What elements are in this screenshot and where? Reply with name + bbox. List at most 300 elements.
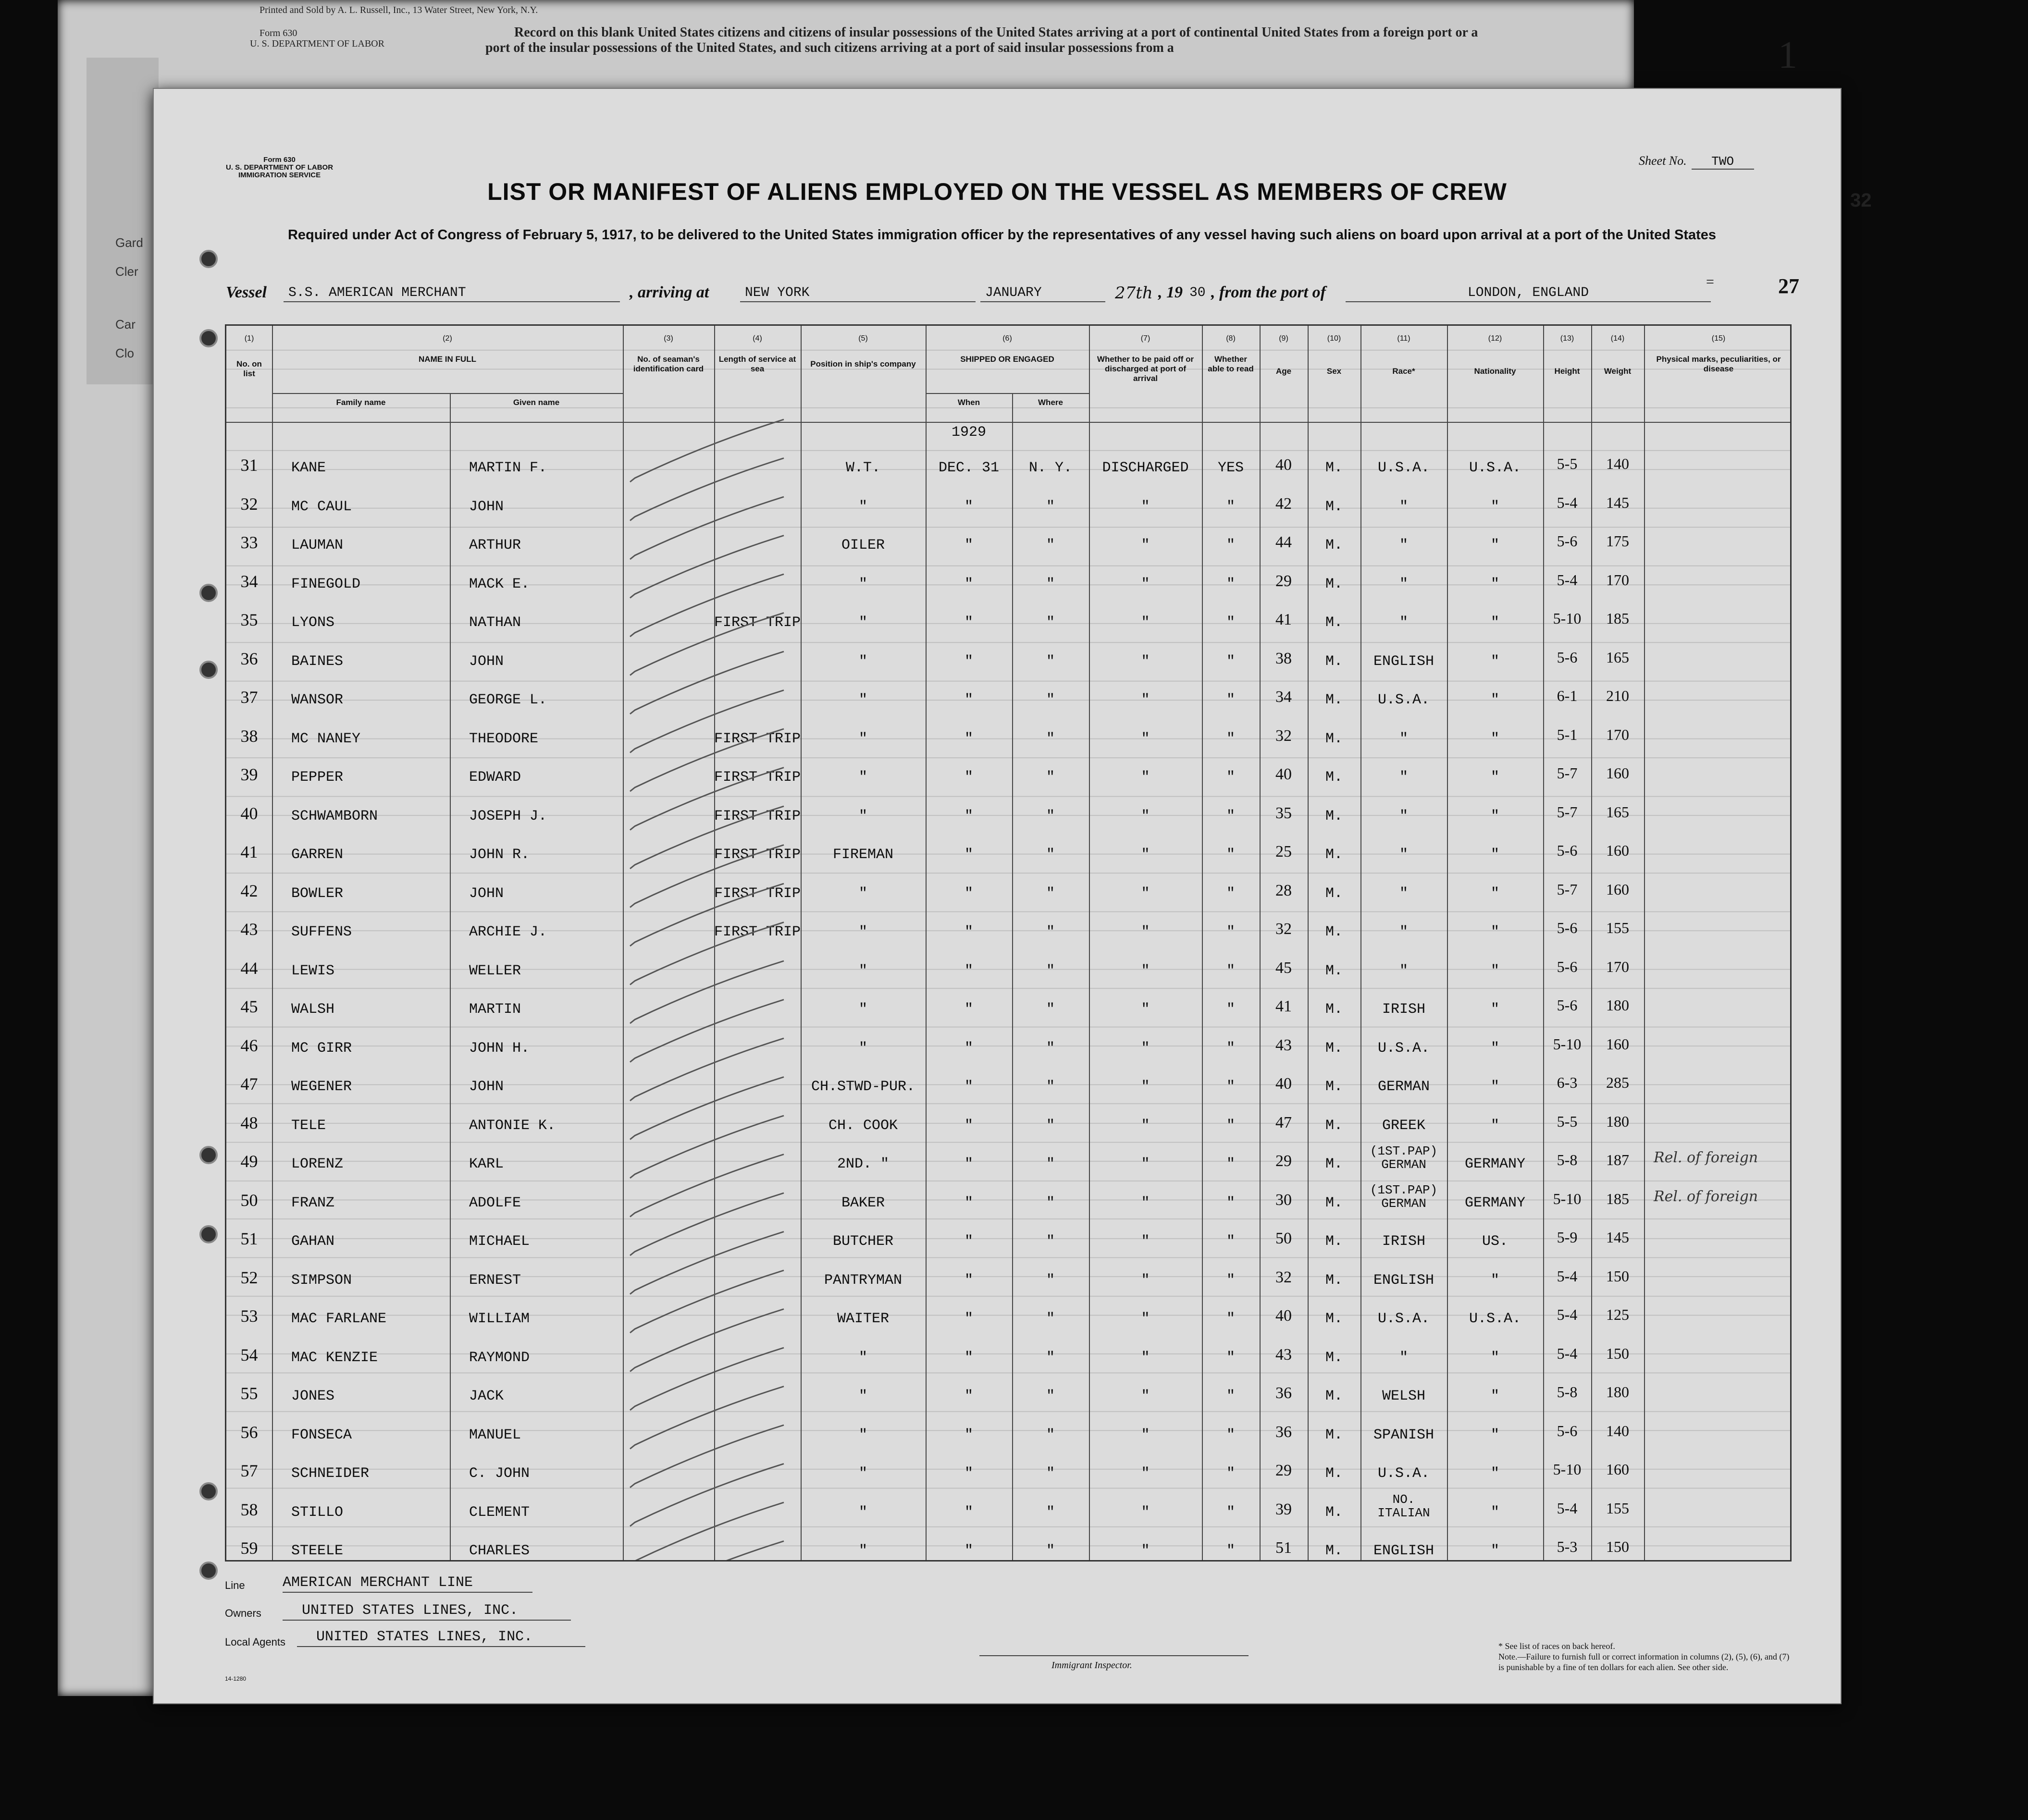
weight: 150 [1606,1267,1629,1285]
height: 5-5 [1557,1112,1578,1130]
row-number: 32 [240,494,258,514]
under-record-line-1: Record on this blank United States citizens and citizens of insular possessions of the United States arriving at a port of continental United States from a foreign port or a [514,25,1478,40]
race: " [1399,576,1408,592]
race: ENGLISH [1373,1272,1434,1289]
discharged: " [1141,1272,1150,1289]
race: " [1399,808,1408,824]
age: 40 [1275,456,1292,474]
sex: M. [1325,730,1343,747]
agents-name: UNITED STATES LINES, INC. [297,1629,585,1647]
able-to-read: " [1226,1543,1235,1559]
discharged: " [1141,1426,1150,1443]
from-label: , from the port of [1211,283,1326,301]
position: " [858,1543,867,1559]
footnote-penalty: Note.—Failure to furnish full or correct information in columns (2), (5), (6), and (7) is punishable by a fine of ten dollars for each alien. See other side. [1498,1652,1790,1672]
weight: 185 [1606,610,1629,627]
discharged: " [1141,1311,1150,1327]
height: 5-4 [1557,1499,1578,1517]
age: 43 [1275,1345,1292,1364]
given-name: WELLER [469,962,521,979]
nationality: " [1490,924,1499,940]
race: " [1399,769,1408,786]
column-number: (14) [1610,334,1625,343]
shipped-when: " [964,1040,973,1057]
family-name: FRANZ [291,1194,335,1211]
race: " [1399,615,1408,631]
table-row [226,719,1792,758]
given-name: C. JOHN [469,1465,530,1482]
row-number: 37 [240,688,258,707]
table-row [226,1299,1792,1338]
position: " [858,808,867,824]
arrival-day: 27th [1115,283,1153,303]
age: 42 [1275,494,1292,513]
age: 35 [1275,804,1292,822]
table-row [226,642,1792,681]
able-to-read: " [1226,885,1235,902]
owners-label: Owners [225,1607,261,1619]
discharged: " [1141,1504,1150,1521]
shipped-where: " [1046,1001,1055,1018]
able-to-read: " [1226,1388,1235,1404]
weight: 180 [1606,996,1629,1014]
age: 32 [1275,1268,1292,1286]
age: 25 [1275,843,1292,861]
position: 2ND. " [837,1156,890,1172]
able-to-read: " [1226,847,1235,863]
manifest-table [225,324,1792,1562]
shipped-when: " [964,1311,973,1327]
height: 5-4 [1557,1306,1578,1323]
row-number: 34 [240,571,258,591]
stub-word: Clo [115,346,135,360]
weight: 140 [1606,455,1629,472]
discharged: " [1141,1040,1150,1057]
height: 5-8 [1557,1151,1578,1168]
family-name: PEPPER [291,769,344,786]
sex: M. [1325,847,1343,863]
row-number: 44 [240,958,258,978]
shipped-where: " [1046,769,1055,786]
sheet-no-label: Sheet No. [1639,154,1687,168]
under-dept: U. S. DEPARTMENT OF LABOR [250,38,384,49]
race: U.S.A. [1377,1465,1430,1482]
row-number: 48 [240,1113,258,1132]
discharged: DISCHARGED [1102,460,1189,476]
position: " [858,1465,867,1482]
height: 5-6 [1557,958,1578,975]
able-to-read: " [1226,1040,1235,1057]
row-number: 31 [240,455,258,475]
nationality: " [1490,615,1499,631]
nationality: US. [1482,1233,1508,1250]
shipped-where: " [1046,615,1055,631]
race: " [1399,537,1408,553]
given-name: MICHAEL [469,1233,530,1250]
age: 41 [1275,997,1292,1015]
family-name: LEWIS [291,962,335,979]
shipped-where: " [1046,1426,1055,1443]
vessel-label: Vessel [226,283,267,301]
table-row [226,758,1792,797]
shipped-when: " [964,1233,973,1250]
shipped-when: " [964,1156,973,1172]
age: 28 [1275,881,1292,899]
weight: 165 [1606,803,1629,821]
vessel-name: S.S. AMERICAN MERCHANT [284,285,620,302]
punch-hole [199,329,218,347]
given-name: CLEMENT [469,1504,530,1521]
race: U.S.A. [1377,1311,1430,1327]
race: " [1399,962,1408,979]
nationality: " [1490,1001,1499,1018]
given-name: GEORGE L. [469,692,547,708]
position: " [858,1504,867,1521]
family-name: JONES [291,1388,335,1404]
race: WELSH [1382,1388,1425,1404]
sex: M. [1325,1504,1343,1521]
physical-marks: Rel. of foreign [1654,1149,1758,1166]
age: 40 [1275,1307,1292,1325]
length-of-service: FIRST TRIP [714,730,801,747]
table-row [226,448,1792,487]
height: 5-7 [1557,880,1578,898]
nationality: GERMANY [1464,1156,1526,1172]
sex: M. [1325,962,1343,979]
family-name: FONSECA [291,1426,352,1443]
position: PANTRYMAN [824,1272,903,1289]
discharged: " [1141,653,1150,670]
nationality: " [1490,769,1499,786]
nationality-header: Nationality [1474,367,1516,376]
height: 5-3 [1557,1538,1578,1555]
position: " [858,885,867,902]
able-to-read: " [1226,1156,1235,1172]
shipped-where: " [1046,730,1055,747]
discharged: " [1141,1543,1150,1559]
position: CH. COOK [828,1117,898,1134]
table-row [226,1493,1792,1532]
shipped-where: " [1046,1272,1055,1289]
shipped-when: " [964,1001,973,1018]
discharged: " [1141,769,1150,786]
sex: M. [1325,1426,1343,1443]
age: 41 [1275,611,1292,628]
age: 43 [1275,1036,1292,1054]
discharged: " [1141,1117,1150,1134]
shipped-subrule [926,393,1089,394]
race: U.S.A. [1377,1040,1430,1057]
age: 39 [1275,1500,1292,1518]
shipped-when: " [964,537,973,553]
position: " [858,653,867,670]
family-name: STEELE [291,1543,344,1559]
sex: M. [1325,576,1343,592]
family-name: MC CAUL [291,498,352,515]
given-name: THEODORE [469,730,539,747]
family-name: LYONS [291,615,335,631]
no-on-list-header: No. on list [236,359,262,378]
shipped-where: " [1046,1040,1055,1057]
form-code: 14-1280 [225,1675,247,1682]
punch-hole [199,1225,218,1243]
height-header: Height [1554,367,1580,376]
row-number: 40 [240,803,258,823]
sex: M. [1325,1349,1343,1366]
paid-off-header: Whether to be paid off or discharged at port of arrival [1097,355,1194,383]
position: " [858,730,867,747]
age: 34 [1275,688,1292,706]
position: BUTCHER [832,1233,894,1250]
race: ENGLISH [1373,1543,1434,1559]
where-subheader: Where [1038,398,1063,407]
family-name: WALSH [291,1001,335,1018]
race: GREEK [1382,1117,1425,1134]
height: 5-10 [1553,1190,1582,1207]
discharged: " [1141,847,1150,863]
able-to-read: " [1226,537,1235,553]
length-of-service: FIRST TRIP [714,769,801,786]
age: 40 [1275,1075,1292,1093]
form-header [226,156,333,179]
age: 45 [1275,959,1292,977]
agents-label: Local Agents [225,1636,285,1648]
row-number: 52 [240,1267,258,1287]
family-name: SCHWAMBORN [291,808,378,824]
table-row [226,680,1792,719]
nationality: " [1490,1349,1499,1366]
able-to-read: " [1226,1465,1235,1482]
sheet-number [1639,154,1754,170]
able-to-read: " [1226,808,1235,824]
given-name: ARCHIE J. [469,924,547,940]
race: " [1399,730,1408,747]
nationality: " [1490,498,1499,515]
race: U.S.A. [1377,692,1430,708]
position: " [858,1426,867,1443]
inspector-signature-line [979,1655,1249,1656]
age-header: Age [1275,367,1292,376]
nationality: " [1490,1272,1499,1289]
sex: M. [1325,615,1343,631]
shipped-engaged-header: SHIPPED OR ENGAGED [960,355,1054,364]
given-name: MACK E. [469,576,530,592]
discharged: " [1141,1001,1150,1018]
height: 5-4 [1557,1267,1578,1285]
column-number: (4) [753,334,762,343]
shipped-when: " [964,1465,973,1482]
family-name: FINEGOLD [291,576,361,592]
family-name: GAHAN [291,1233,335,1250]
shipped-when: " [964,1194,973,1211]
table-row [226,1338,1792,1377]
shipped-when: " [964,730,973,747]
able-to-read: " [1226,692,1235,708]
right-edge-number: 32 [1850,190,1872,211]
page-subtitle: Required under Act of Congress of February 5, 1917, to be delivered to the United States immigration officer by the representatives of any vessel having such aliens on board upon arrival at a port of the United States [287,227,1717,243]
shipped-where: " [1046,1079,1055,1095]
nationality: " [1490,1117,1499,1134]
table-row [226,1067,1792,1106]
family-name: SUFFENS [291,924,352,940]
table-row [226,1454,1792,1493]
sex: M. [1325,1194,1343,1211]
family-name: WEGENER [291,1079,352,1095]
weight: 180 [1606,1112,1629,1130]
table-row [226,797,1792,836]
page-mark-prefix: = [1706,274,1714,290]
row-number: 46 [240,1035,258,1055]
weight: 170 [1606,726,1629,743]
shipped-where: " [1046,1233,1055,1250]
row-number: 56 [240,1422,258,1442]
shipped-when: " [964,1504,973,1521]
position-header: Position in ship's company [810,359,916,369]
given-name: JACK [469,1388,504,1404]
shipped-where: " [1046,885,1055,902]
shipped-where: " [1046,1117,1055,1134]
discharged: " [1141,1233,1150,1250]
nationality: " [1490,1388,1499,1404]
sex: M. [1325,460,1343,476]
shipped-where: " [1046,1388,1055,1404]
family-name: MC GIRR [291,1040,352,1057]
position: " [858,1388,867,1404]
able-to-read: " [1226,1349,1235,1366]
given-name: ANTONIE K. [469,1117,556,1134]
under-record-line-2: port of the insular possessions of the United States, and such citizens arriving at a port of said insular possessions from a [485,40,1174,55]
family-name: KANE [291,460,326,476]
nationality: " [1490,1504,1499,1521]
able-read-header: Whether able to read [1208,355,1254,373]
given-name: JOHN H. [469,1040,530,1057]
position: " [858,576,867,592]
position: CH.STWD-PUR. [811,1079,915,1095]
position: OILER [841,537,885,553]
given-name: JOSEPH J. [469,808,547,824]
shipped-where: " [1046,1156,1055,1172]
nationality: " [1490,847,1499,863]
able-to-read: " [1226,1001,1235,1018]
family-name: MAC KENZIE [291,1349,378,1366]
shipped-when: " [964,653,973,670]
age: 44 [1275,533,1292,551]
shipped-when: " [964,692,973,708]
table-row [226,1029,1792,1068]
column-number: (9) [1279,334,1288,343]
nationality: " [1490,653,1499,670]
shipped-where: " [1046,808,1055,824]
height: 5-7 [1557,803,1578,821]
length-of-service: FIRST TRIP [714,924,801,940]
given-name: MARTIN F. [469,460,547,476]
discharged: " [1141,576,1150,592]
column-number: (2) [443,334,452,343]
shipped-when: " [964,1079,973,1095]
nationality: GERMANY [1464,1194,1526,1211]
given-name: EDWARD [469,769,521,786]
position: " [858,1349,867,1366]
shipped-where: " [1046,1543,1055,1559]
height: 5-6 [1557,532,1578,550]
position: BAKER [841,1194,885,1211]
shipped-where: N. Y. [1028,460,1072,476]
shipped-when: DEC. 31 [938,460,1000,476]
height: 5-7 [1557,764,1578,782]
row-number: 41 [240,842,258,861]
race: SPANISH [1373,1426,1434,1443]
weight: 140 [1606,1422,1629,1439]
race: GERMAN [1381,1196,1426,1211]
nationality: U.S.A. [1469,460,1521,476]
age: 50 [1275,1230,1292,1247]
position: " [858,692,867,708]
column-number: (6) [1002,334,1012,343]
shipped-when: " [964,885,973,902]
table-row [226,912,1792,951]
shipped-where: " [1046,1465,1055,1482]
discharged: " [1141,1156,1150,1172]
discharged: " [1141,808,1150,824]
able-to-read: " [1226,1117,1235,1134]
race: GERMAN [1377,1079,1430,1095]
page-title: LIST OR MANIFEST OF ALIENS EMPLOYED ON THE VESSEL AS MEMBERS OF CREW [487,178,1507,205]
nationality: " [1490,885,1499,902]
weight: 185 [1606,1190,1629,1207]
table-row [226,990,1792,1029]
row-number: 35 [240,610,258,629]
shipped-when: " [964,924,973,940]
race: " [1399,1349,1408,1366]
printer-line: Printed and Sold by A. L. Russell, Inc., 13 Water Street, New York, N.Y. [260,5,538,15]
table-row [226,1183,1792,1222]
column-number: (10) [1327,334,1341,343]
column-number: (11) [1397,334,1410,343]
shipped-where: " [1046,1194,1055,1211]
race: ENGLISH [1373,653,1434,670]
age: 51 [1275,1539,1292,1557]
family-name: GARREN [291,847,344,863]
sex: M. [1325,808,1343,824]
arrival-month: JANUARY [980,285,1105,302]
weight: 155 [1606,919,1629,936]
age: 32 [1275,726,1292,745]
shipped-where: " [1046,1311,1055,1327]
table-row [226,565,1792,603]
sex: M. [1325,1465,1343,1482]
discharged: " [1141,1465,1150,1482]
row-number: 49 [240,1152,258,1171]
given-name: JOHN R. [469,847,530,863]
arrival-port: NEW YORK [740,285,976,302]
family-name: LAUMAN [291,537,344,553]
able-to-read: " [1226,1504,1235,1521]
column-number: (13) [1560,334,1574,343]
shipped-when: " [964,847,973,863]
position: W.T. [845,460,880,476]
weight: 160 [1606,880,1629,898]
family-name: MC NANEY [291,730,361,747]
shipped-when: " [964,1349,973,1366]
sex: M. [1325,498,1343,515]
from-port: LONDON, ENGLAND [1346,285,1711,302]
family-name: STILLO [291,1504,344,1521]
line-label: Line [225,1579,245,1591]
height: 5-6 [1557,842,1578,859]
height: 5-5 [1557,455,1578,472]
position: " [858,1040,867,1057]
row-number: 57 [240,1461,258,1480]
